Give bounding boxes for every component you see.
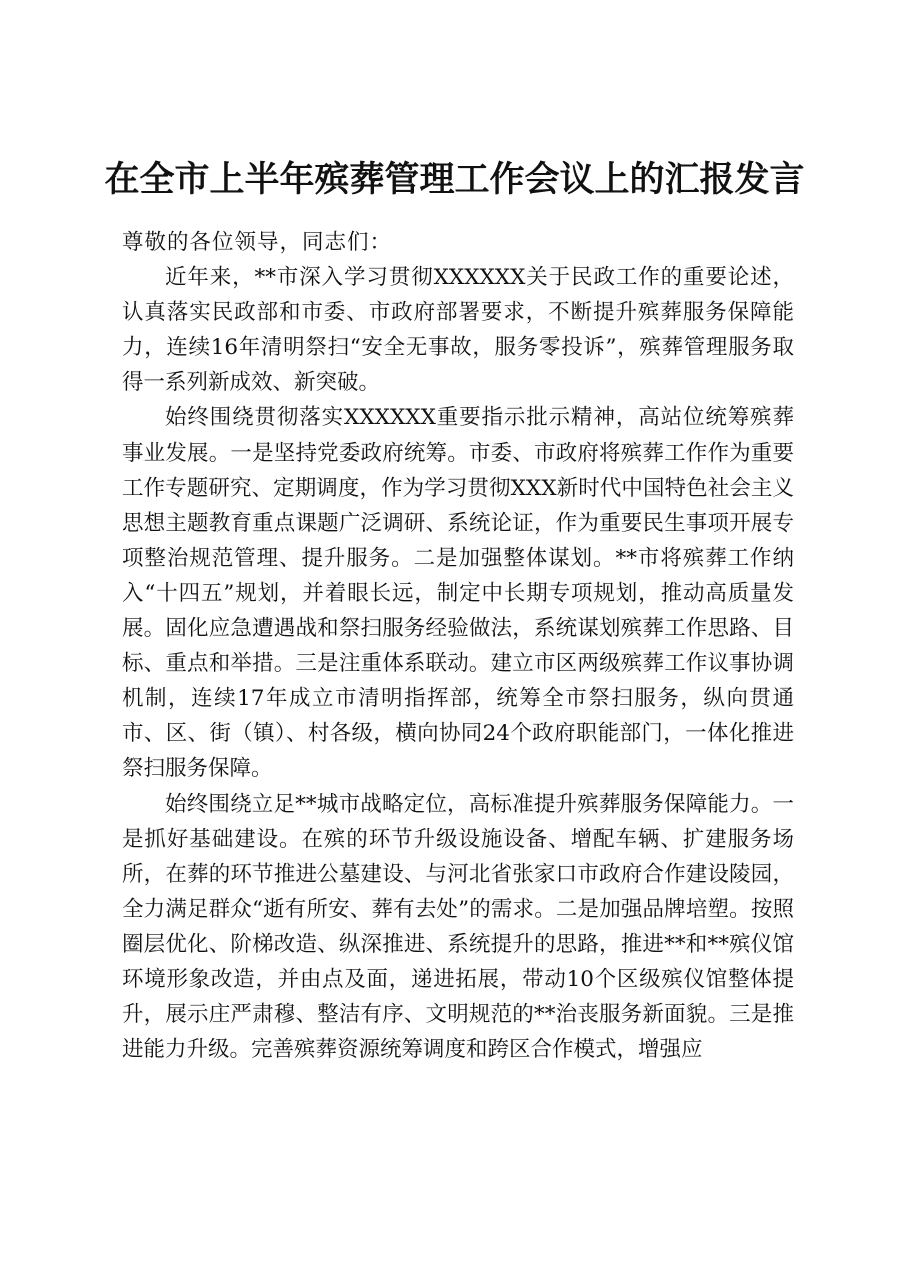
document-title: 在全市上半年殡葬管理工作会议上的汇报发言 <box>104 159 805 200</box>
greeting: 尊敬的各位领导，同志们： <box>122 230 393 255</box>
paragraph-1: 近年来，**市深入学习贯彻XXXXXX关于民政工作的重要论述，认真落实民政部和市委、市政府部署要求，不断提升殡葬服务保障能力，连续16年清明祭扫“安全无事故，服务零投诉”，殡葬管理服务取得一系列新成效、新突破。 <box>122 265 794 396</box>
document-body <box>122 225 794 1067</box>
paragraph-3: 始终围绕立足**城市战略定位，高标准提升殡葬服务保障能力。一是抓好基础建设。在殡的环节升级设施设备、增配车辆、扩建服务场所，在葬的环节推进公墓建设、与河北省张家口市政府合作建设陵园，全力满足群众“逝有所安、葬有去处”的需求。二是加强品牌培塑。按照圈层优化、阶梯改造、纵深推进、系统提升的思路，推进**和**殡仪馆环境形象改造，并由点及面，递进拓展，带动10个区级殡仪馆整体提升，展示庄严肃穆、整洁有序、文明规范的**治丧服务新面貌。三是推进能力升级。完善殡葬资源统筹调度和跨区合作模式，增强应 <box>122 791 794 1063</box>
paragraph-2: 始终围绕贯彻落实XXXXXX重要指示批示精神，高站位统筹殡葬事业发展。一是坚持党委政府统筹。市委、市政府将殡葬工作作为重要工作专题研究、定期调度，作为学习贯彻XXX新时代中国特色社会主义思想主题教育重点课题广泛调研、系统论证，作为重要民生事项开展专项整治规范管理、提升服务。二是加强整体谋划。**市将殡葬工作纳入“十四五”规划，并着眼长远，制定中长期专项规划，推动高质量发展。固化应急遭遇战和祭扫服务经验做法，系统谋划殡葬工作思路、目标、重点和举措。三是注重体系联动。建立市区两级殡葬工作议事协调机制，连续17年成立市清明指挥部，统筹全市祭扫服务，纵向贯通市、区、街（镇）、村各级，横向协同24个政府职能部门，一体化推进祭扫服务保障。 <box>122 405 794 782</box>
